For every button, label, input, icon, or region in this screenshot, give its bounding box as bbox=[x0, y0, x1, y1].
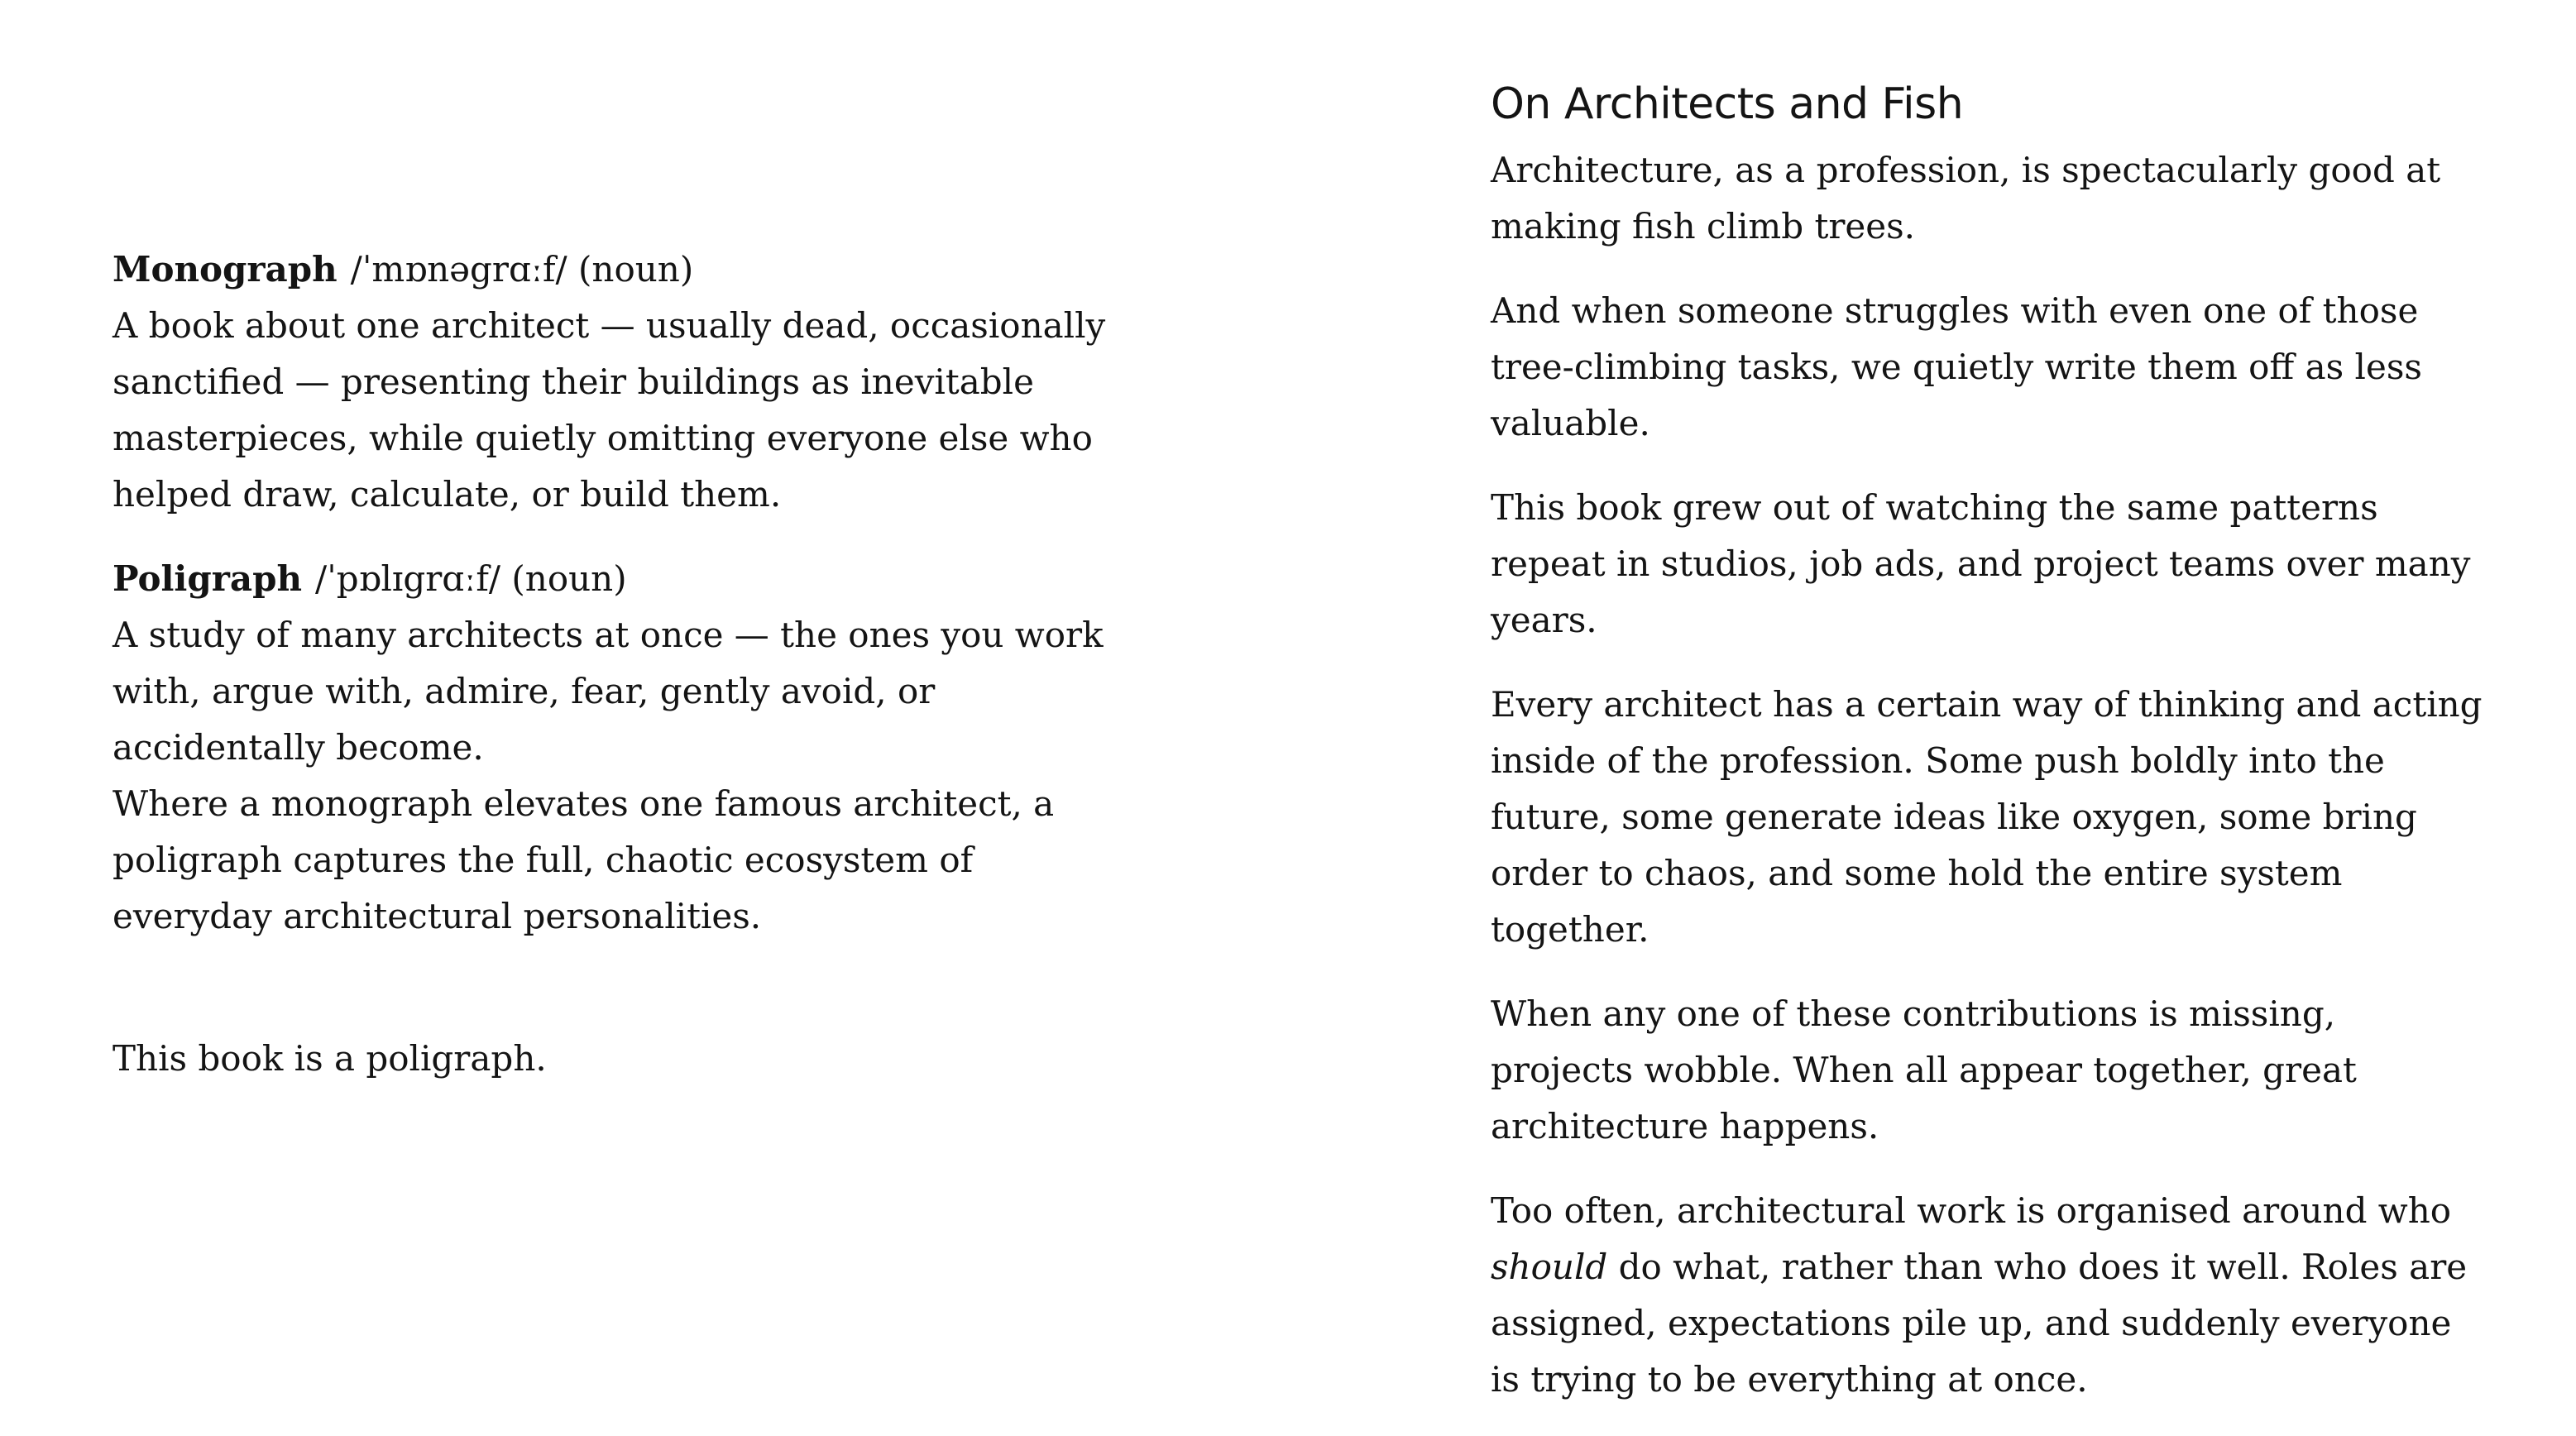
body-paragraph: This book grew out of watching the same patterns repeat in studios, job ads, and project teams over many years. bbox=[1491, 487, 2471, 640]
paragraph-text: Too often, architectural work is organised around who bbox=[1491, 1190, 2452, 1231]
paragraph-text: do what, rather than who does it well. Roles are assigned, expectations pile up, and suddenly everyone is trying to be everything at once. bbox=[1491, 1247, 2468, 1400]
entry-term: Monograph bbox=[113, 249, 338, 290]
right-page bbox=[1491, 73, 2483, 1436]
entry-definition: A study of many architects at once — the ones you work with, argue with, admire, fear, gently avoid, or accidentally become. bbox=[113, 615, 1104, 768]
body-paragraph: And when someone struggles with even one of those tree-climbing tasks, we quietly write them off as less valuable. bbox=[1491, 290, 2422, 443]
dictionary-entry-poligraph bbox=[113, 551, 1138, 945]
emphasized-word: should bbox=[1491, 1247, 1608, 1287]
entry-heading bbox=[113, 551, 1138, 607]
body-paragraph: Every architect has a certain way of thinking and acting inside of the profession. Some push boldly into the future, some generate ideas like oxygen, some bring order to chaos, and some hold the entire system together. bbox=[1491, 684, 2483, 950]
body-paragraph-last bbox=[1491, 1183, 2483, 1408]
body-paragraph: Architecture, as a profession, is spectacularly good at making fish climb trees. bbox=[1491, 150, 2441, 247]
left-page bbox=[113, 242, 1138, 1087]
entry-pronunciation: /ˈpɒlɪgrɑːf/ (noun) bbox=[315, 558, 627, 599]
chapter-title: On Architects and Fish bbox=[1491, 79, 1964, 129]
entry-definition: A book about one architect — usually dead, occasionally sanctified — presenting their buildings as inevitable masterpieces, while quietly omitting everyone else who helped draw, calculate, or build them. bbox=[113, 305, 1106, 515]
entry-heading bbox=[113, 242, 1138, 298]
closing-statement: This book is a poligraph. bbox=[113, 1038, 547, 1079]
dictionary-entry-monograph bbox=[113, 242, 1138, 523]
entry-term: Poligraph bbox=[113, 558, 302, 599]
body-paragraph: When any one of these contributions is missing, projects wobble. When all appear together, great architecture happens. bbox=[1491, 993, 2357, 1146]
entry-definition-continued: Where a monograph elevates one famous architect, a poligraph captures the full, chaotic ecosystem of everyday architectural personalities. bbox=[113, 783, 1055, 936]
entry-pronunciation: /ˈmɒnəgrɑːf/ (noun) bbox=[350, 249, 694, 290]
